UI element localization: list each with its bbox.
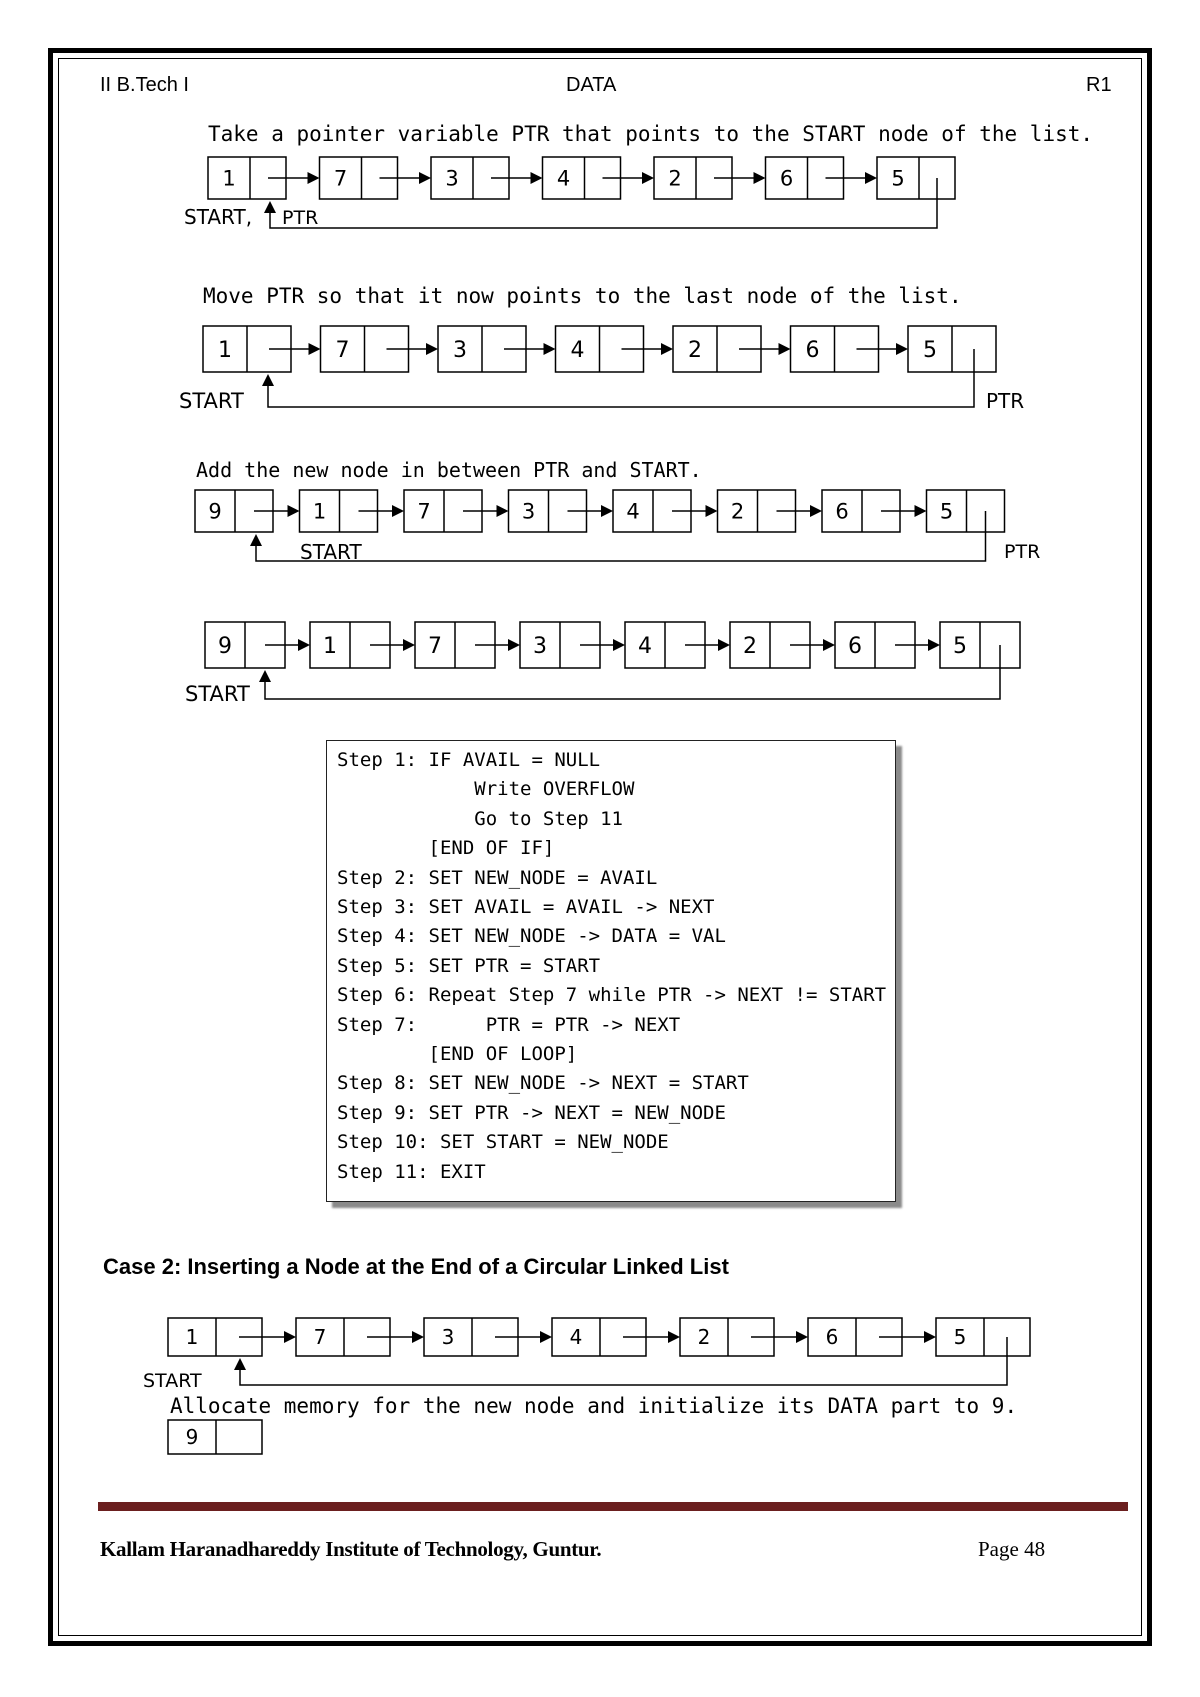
node-value: 4 <box>570 337 585 363</box>
circular-pointer-arrowhead <box>264 201 276 213</box>
next-pointer-arrowhead <box>779 343 791 355</box>
algorithm-line: Step 8: SET NEW_NODE -> NEXT = START <box>337 1072 749 1095</box>
start-label: START, <box>184 205 253 229</box>
footer-page-number: Page 48 <box>978 1537 1046 1561</box>
node-value: 3 <box>521 499 536 524</box>
start-label: START <box>185 682 250 706</box>
node-value: 5 <box>953 1325 967 1350</box>
algorithm-line: Go to Step 11 <box>337 807 623 830</box>
next-pointer-arrowhead <box>706 505 718 517</box>
header-course: II B.Tech I <box>100 74 189 96</box>
node-value: 1 <box>323 633 337 659</box>
next-pointer-arrowhead <box>426 343 438 355</box>
caption-allocate: Allocate memory for the new node and initialize its DATA part to 9. <box>170 1394 1018 1418</box>
caption-step3: Add the new node in between PTR and START. <box>196 458 702 482</box>
node-box <box>927 490 1005 532</box>
node-value: 9 <box>208 499 222 524</box>
node-value: 5 <box>923 337 937 363</box>
node-value: 4 <box>626 499 640 524</box>
next-pointer-arrowhead <box>810 505 822 517</box>
next-pointer-arrowhead <box>412 1331 424 1343</box>
next-pointer-arrowhead <box>392 505 404 517</box>
next-pointer-arrowhead <box>540 1331 552 1343</box>
node-value: 7 <box>428 633 442 659</box>
next-pointer-arrowhead <box>642 172 654 184</box>
next-pointer-arrowhead <box>308 172 320 184</box>
algorithm-line: Step 5: SET PTR = START <box>337 954 601 977</box>
footer-rule <box>98 1502 1128 1511</box>
next-pointer-arrowhead <box>288 505 300 517</box>
node-value: 3 <box>453 337 467 363</box>
header-regulation: R1 <box>1086 74 1112 96</box>
next-pointer-arrowhead <box>497 505 509 517</box>
footer-institute: Kallam Haranadhareddy Institute of Technology, Guntur. <box>100 1537 602 1561</box>
next-pointer-arrowhead <box>668 1331 680 1343</box>
next-pointer-arrowhead <box>601 505 613 517</box>
circular-pointer-arrowhead <box>259 670 271 682</box>
next-pointer-arrowhead <box>823 639 835 651</box>
algorithm-line: Step 2: SET NEW_NODE = AVAIL <box>337 866 658 889</box>
node-value: 2 <box>668 166 682 191</box>
circular-pointer-arrowhead <box>250 534 262 546</box>
algorithm-line: Step 7: PTR = PTR -> NEXT <box>337 1013 681 1036</box>
caption-step1: Take a pointer variable PTR that points to the START node of the list. <box>208 122 1094 146</box>
node-value: 4 <box>569 1325 583 1350</box>
node-value: 2 <box>730 499 745 524</box>
start-label: START <box>300 540 362 564</box>
algorithm-line: Write OVERFLOW <box>337 778 635 801</box>
node-value: 2 <box>688 337 702 363</box>
node-value: 3 <box>445 166 459 191</box>
algorithm-line: Step 1: IF AVAIL = NULL <box>337 749 601 771</box>
next-pointer-arrowhead <box>309 343 321 355</box>
next-pointer-arrowhead <box>284 1331 296 1343</box>
node-box <box>877 157 955 199</box>
ptr-label: PTR <box>986 389 1025 413</box>
node-value: 6 <box>805 337 820 363</box>
ptr-label: PTR <box>1004 541 1041 563</box>
algorithm-line: Step 3: SET AVAIL = AVAIL -> NEXT <box>337 896 715 918</box>
node-value: 3 <box>441 1325 455 1350</box>
next-pointer-arrowhead <box>298 639 310 651</box>
algorithm-line: Step 4: SET NEW_NODE -> DATA = VAL <box>337 925 726 948</box>
start-label: START <box>143 1370 202 1392</box>
next-pointer-arrowhead <box>661 343 673 355</box>
next-pointer-arrowhead <box>754 172 766 184</box>
algorithm-line: [END OF IF] <box>337 837 555 860</box>
ptr-label: PTR <box>282 207 319 229</box>
circular-pointer-arrowhead <box>262 374 274 386</box>
node-value: 1 <box>312 499 327 524</box>
next-pointer-arrowhead <box>896 343 908 355</box>
next-pointer-arrowhead <box>915 505 927 517</box>
next-pointer-arrowhead <box>718 639 730 651</box>
case2-heading: Case 2: Inserting a Node at the End of a Circular Linked List <box>103 1254 729 1279</box>
node-box <box>936 1318 1030 1356</box>
node-value: 2 <box>697 1325 711 1350</box>
algorithm-line: Step 11: EXIT <box>337 1160 486 1183</box>
node-value: 4 <box>638 633 652 659</box>
next-pointer-arrowhead <box>403 639 415 651</box>
node-value: 1 <box>185 1325 199 1350</box>
node-value: 7 <box>335 337 350 363</box>
algorithm-line: Step 6: Repeat Step 7 while PTR -> NEXT != START <box>337 984 887 1007</box>
header-subject: DATA <box>566 74 617 96</box>
node-value: 6 <box>835 499 849 524</box>
node-value: 5 <box>891 166 905 191</box>
node-value: 7 <box>417 499 431 524</box>
node-value: 3 <box>533 633 547 659</box>
next-pointer-arrowhead <box>928 639 940 651</box>
node-value: 5 <box>939 499 954 524</box>
node-value: 1 <box>222 166 236 191</box>
node-value: 2 <box>743 633 757 659</box>
algorithm-line: Step 10: SET START = NEW_NODE <box>337 1131 669 1154</box>
next-pointer-arrowhead <box>796 1331 808 1343</box>
circular-pointer-arrowhead <box>234 1358 246 1370</box>
node-box <box>168 1420 262 1454</box>
node-value: 6 <box>848 633 862 659</box>
next-pointer-arrowhead <box>613 639 625 651</box>
next-pointer-arrowhead <box>531 172 543 184</box>
node-value: 1 <box>218 337 232 363</box>
next-pointer-arrowhead <box>508 639 520 651</box>
algorithm-line: [END OF LOOP] <box>337 1043 578 1065</box>
node-value: 7 <box>313 1325 327 1350</box>
caption-step2: Move PTR so that it now points to the last node of the list. <box>203 284 962 308</box>
node-value: 9 <box>218 633 232 659</box>
start-label: START <box>179 389 244 413</box>
next-pointer-arrowhead <box>544 343 556 355</box>
next-pointer-arrowhead <box>419 172 431 184</box>
node-value: 5 <box>953 633 967 659</box>
node-value: 6 <box>825 1325 839 1350</box>
next-pointer-arrowhead <box>865 172 877 184</box>
algorithm-line: Step 9: SET PTR -> NEXT = NEW_NODE <box>337 1101 726 1124</box>
node-value: 7 <box>333 166 348 191</box>
algorithm-box <box>326 740 896 1202</box>
next-pointer-arrowhead <box>924 1331 936 1343</box>
node-value: 9 <box>185 1425 199 1450</box>
node-value: 4 <box>556 166 571 191</box>
node-value: 6 <box>779 166 794 191</box>
